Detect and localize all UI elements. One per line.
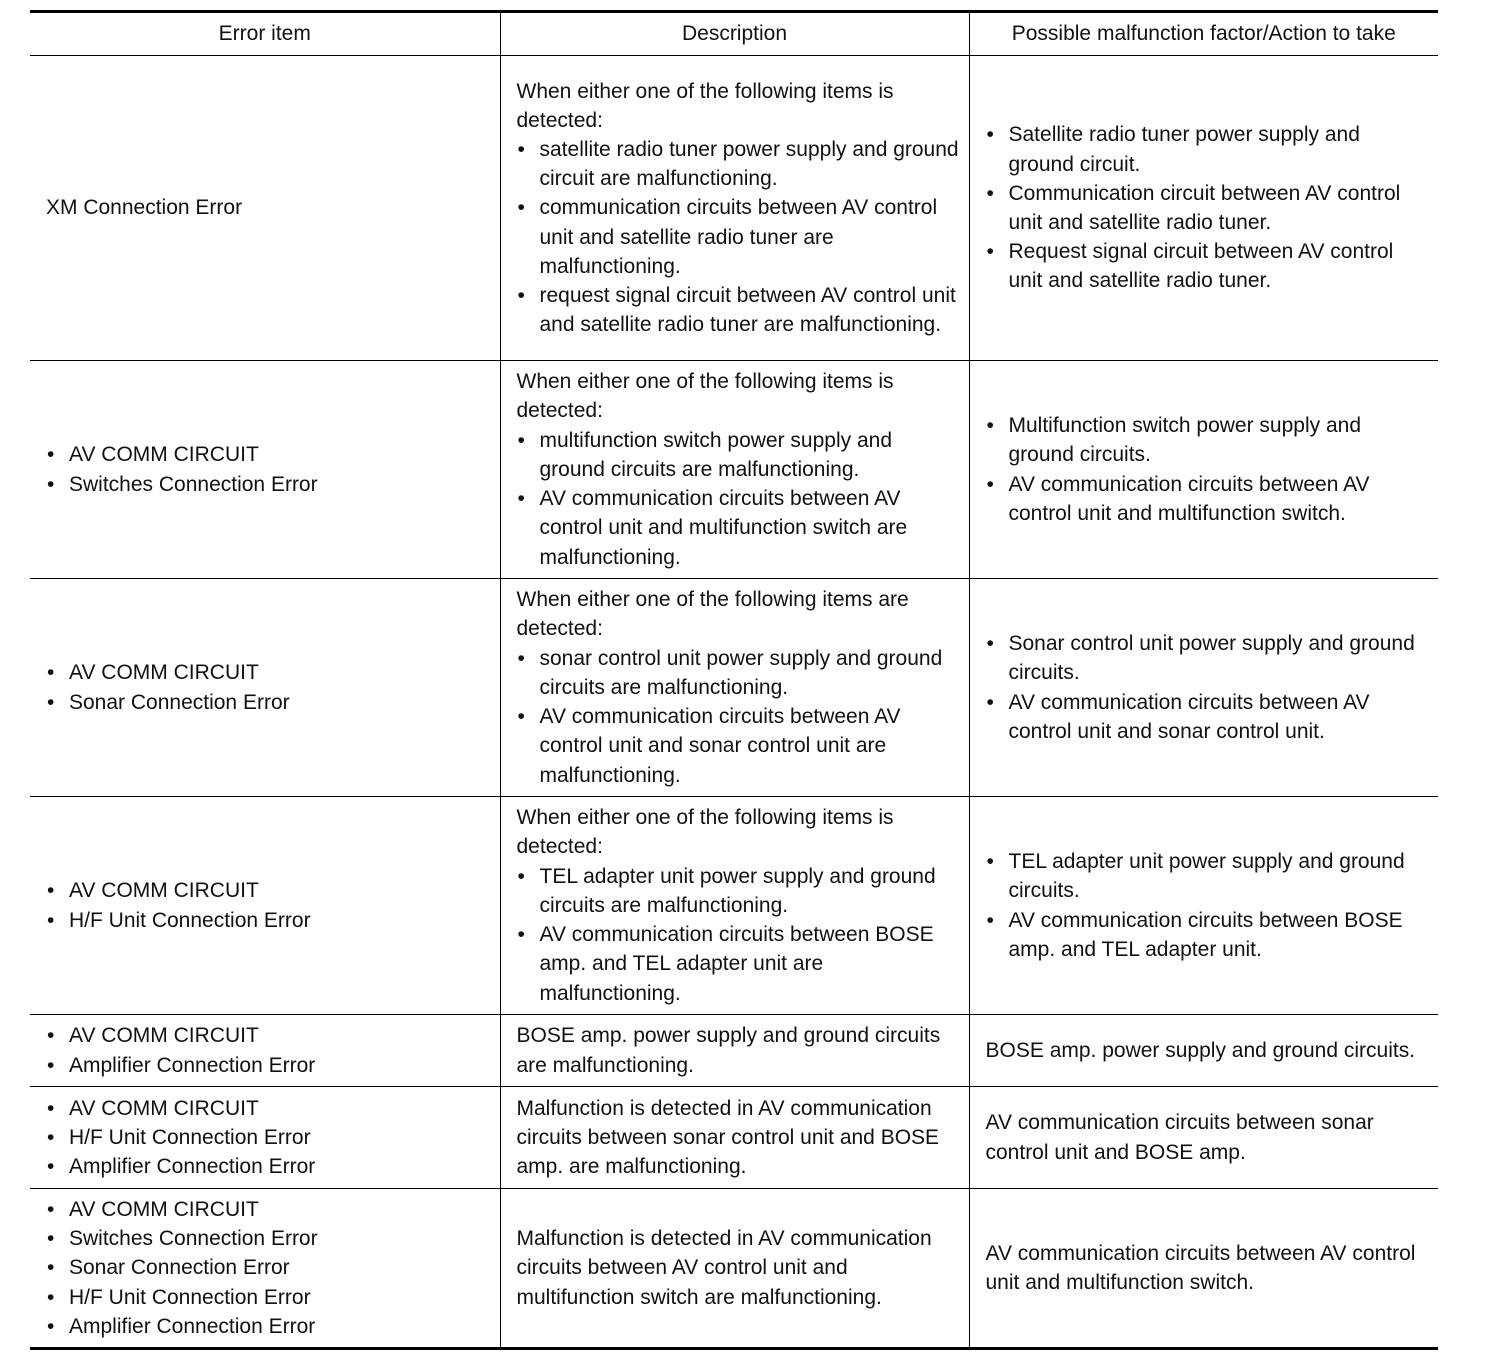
error-item: • Amplifier Connection Error — [46, 1152, 492, 1181]
action-cell — [969, 1189, 1438, 1349]
description-item: • AV communication circuits between AV control unit and sonar control unit are malfunctioning. — [517, 702, 961, 790]
description-list — [517, 426, 961, 572]
description-item: • sonar control unit power supply and ground circuits are malfunctioning. — [517, 644, 961, 702]
action-cell — [969, 1087, 1438, 1189]
action-item: • Communication circuit between AV control unit and satellite radio tuner. — [986, 179, 1431, 237]
action-item: • Multifunction switch power supply and ground circuits. — [986, 411, 1431, 469]
description-item: • satellite radio tuner power supply and ground circuit are malfunctioning. — [517, 135, 961, 193]
action-item: • Sonar control unit power supply and ground circuits. — [986, 629, 1431, 687]
header-action: Possible malfunction factor/Action to take — [969, 12, 1438, 56]
error-item: • AV COMM CIRCUIT — [46, 658, 492, 687]
error-item: • AV COMM CIRCUIT — [46, 1094, 492, 1123]
error-item-list — [46, 1094, 492, 1182]
action-item: • AV communication circuits between BOSE amp. and TEL adapter unit. — [986, 906, 1431, 964]
error-item-cell — [30, 56, 500, 361]
error-item: • AV COMM CIRCUIT — [46, 876, 492, 905]
action-text: BOSE amp. power supply and ground circuits. — [985, 1038, 1416, 1062]
table-row — [30, 1087, 1438, 1189]
action-cell — [969, 797, 1438, 1015]
description-item: • AV communication circuits between AV control unit and multifunction switch are malfunctioning. — [517, 484, 961, 572]
action-list — [986, 120, 1431, 295]
table-row — [30, 1015, 1438, 1087]
description-text: Malfunction is detected in AV communication circuits between AV control unit and multifunction switch are malfunctioning. — [516, 1227, 932, 1309]
table-row — [30, 579, 1438, 797]
description-text: Malfunction is detected in AV communication circuits between sonar control unit and BOSE amp. are malfunctioning. — [516, 1096, 940, 1179]
error-item: • Switches Connection Error — [46, 1224, 492, 1253]
header-row — [30, 12, 1438, 56]
error-item-list — [46, 440, 492, 498]
description-lead: When either one of the following items is detected: — [516, 370, 894, 423]
header-description: Description — [500, 12, 969, 56]
action-list — [986, 411, 1431, 528]
error-item-list — [46, 658, 492, 716]
action-list — [986, 847, 1431, 964]
action-item: • AV communication circuits between AV control unit and sonar control unit. — [986, 688, 1431, 746]
error-item-text: XM Connection Error — [46, 196, 243, 220]
error-item: • AV COMM CIRCUIT — [46, 1195, 492, 1224]
description-item: • request signal circuit between AV control unit and satellite radio tuner are malfunctioning. — [517, 281, 961, 339]
table-row — [30, 797, 1438, 1015]
error-item-cell — [30, 579, 500, 797]
action-text: AV communication circuits between sonar control unit and BOSE amp. — [985, 1111, 1374, 1164]
error-item: • H/F Unit Connection Error — [46, 906, 492, 935]
description-cell — [500, 1087, 969, 1189]
error-item: • Switches Connection Error — [46, 470, 492, 499]
description-list — [517, 644, 961, 790]
action-cell — [969, 579, 1438, 797]
action-list — [986, 629, 1431, 746]
description-cell — [500, 56, 969, 361]
description-list — [517, 862, 961, 1008]
error-item: • H/F Unit Connection Error — [46, 1123, 492, 1152]
action-cell — [969, 1015, 1438, 1087]
description-item: • TEL adapter unit power supply and ground circuits are malfunctioning. — [517, 862, 961, 920]
table-row — [30, 1189, 1438, 1349]
table-body — [30, 56, 1438, 1349]
header-error-item: Error item — [30, 12, 500, 56]
error-item: • Sonar Connection Error — [46, 1253, 492, 1282]
action-item: • Request signal circuit between AV control unit and satellite radio tuner. — [986, 237, 1431, 295]
error-item: • AV COMM CIRCUIT — [46, 440, 492, 469]
error-item: • AV COMM CIRCUIT — [46, 1021, 492, 1050]
description-lead: When either one of the following items are detected: — [516, 588, 909, 641]
description-cell — [500, 1189, 969, 1349]
error-item-list — [46, 876, 492, 934]
description-item: • communication circuits between AV control unit and satellite radio tuner are malfunctioning. — [517, 193, 961, 281]
error-item-cell — [30, 1087, 500, 1189]
error-item-cell — [30, 1015, 500, 1087]
description-cell — [500, 579, 969, 797]
description-cell — [500, 361, 969, 579]
error-item-cell — [30, 361, 500, 579]
description-item: • multifunction switch power supply and ground circuits are malfunctioning. — [517, 426, 961, 484]
action-item: • AV communication circuits between AV control unit and multifunction switch. — [986, 470, 1431, 528]
error-table — [30, 10, 1438, 1350]
error-item-cell — [30, 797, 500, 1015]
description-item: • AV communication circuits between BOSE amp. and TEL adapter unit are malfunctioning. — [517, 920, 961, 1008]
error-item: • Amplifier Connection Error — [46, 1051, 492, 1080]
description-text: BOSE amp. power supply and ground circuits are malfunctioning. — [516, 1024, 941, 1077]
description-cell — [500, 797, 969, 1015]
description-list — [517, 135, 961, 339]
action-text: AV communication circuits between AV control unit and multifunction switch. — [985, 1241, 1416, 1294]
table-row — [30, 361, 1438, 579]
error-item-list — [46, 1021, 492, 1079]
error-item: • Amplifier Connection Error — [46, 1312, 492, 1341]
action-item: • Satellite radio tuner power supply and ground circuit. — [986, 120, 1431, 178]
description-lead: When either one of the following items is detected: — [516, 79, 894, 132]
error-item: • Sonar Connection Error — [46, 688, 492, 717]
description-lead: When either one of the following items is detected: — [516, 806, 894, 859]
description-cell — [500, 1015, 969, 1087]
action-item: • TEL adapter unit power supply and ground circuits. — [986, 847, 1431, 905]
error-item-cell — [30, 1189, 500, 1349]
error-item-list — [46, 1195, 492, 1341]
table-row — [30, 56, 1438, 361]
action-cell — [969, 361, 1438, 579]
error-item: • H/F Unit Connection Error — [46, 1283, 492, 1312]
action-cell — [969, 56, 1438, 361]
